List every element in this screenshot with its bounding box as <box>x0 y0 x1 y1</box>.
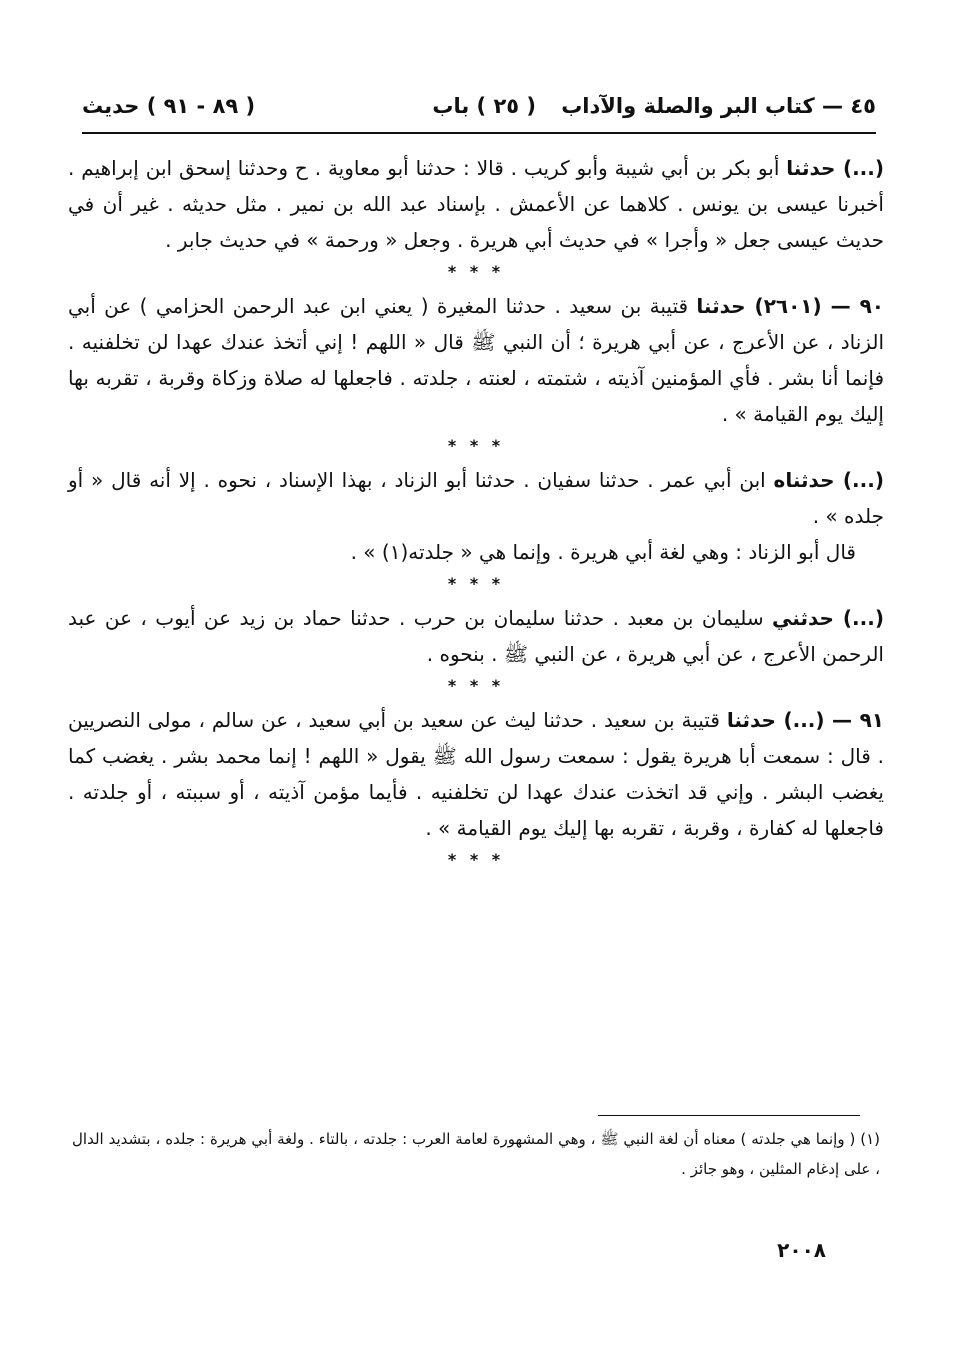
main-text <box>68 150 884 876</box>
narration-lead: ٩٠ — (٢٦٠١) حدثنا <box>696 294 884 318</box>
section-separator: * * * <box>447 436 505 455</box>
narration-text: ابن أبي عمر . حدثنا سفيان . حدثنا أبو الزناد ، بهذا الإسناد ، نحوه . إلا أنه قال « أو جلده » . <box>68 468 884 528</box>
narration-text: قتيبة بن سعيد . حدثنا المغيرة ( يعني ابن عبد الرحمن الحزامي ) عن أبي الزناد ، عن الأعرج ، عن أبي هريرة ؛ أن النبي ﷺ قال « اللهم ! إني أتخذ عندك عهدا لن تخلفنيه . فإنما أنا بشر . فأي المؤمنين آذيته ، شتمته ، لعنته ، جلدته . فاجعلها له صلاة وزكاة وقربة ، تقربه بها إليك يوم القيامة » . <box>68 294 884 426</box>
book-title: ٤٥ — كتاب البر والصلة والآداب <box>561 94 876 118</box>
hadith-paragraph <box>68 150 884 258</box>
narration-lead: (...) حدثني <box>772 606 884 630</box>
narration-lead: (...) حدثناه <box>773 468 884 492</box>
section-separator: * * * <box>447 574 505 593</box>
narration-lead: ٩١ — (...) حدثنا <box>726 708 884 732</box>
hadith-paragraph <box>68 462 884 534</box>
section-separator: * * * <box>447 850 505 869</box>
hadith-paragraph <box>68 534 884 570</box>
footnote: (١) ( وإنما هي جلدته ) معناه أن لغة النبي ﷺ ، وهي المشهورة لعامة العرب : جلدته ، بالتاء . ولغة أبي هريرة : جلده ، بتشديد الدال ، على إدغام المثلين ، وهو جائز . <box>72 1130 880 1178</box>
section-separator: * * * <box>447 262 505 281</box>
narration-text: قتيبة بن سعيد . حدثنا ليث عن سعيد بن أبي سعيد ، عن سالم ، مولى النصريين . قال : سمعت أبا هريرة يقول : سمعت رسول الله ﷺ يقول « اللهم ! إنما محمد بشر . يغضب كما يغضب البشر . وإني قد اتخذت عندك عهدا لن تخلفنيه . فأيما مؤمن آذيته ، أو سببته ، أو جلدته . فاجعلها له كفارة ، وقربة ، تقربه بها إليك يوم القيامة » . <box>68 708 884 840</box>
narration-text: أبو بكر بن أبي شيبة وأبو كريب . قالا : حدثنا أبو معاوية . ح وحدثنا إسحق ابن إبراهيم . أخبرنا عيسى بن يونس . كلاهما عن الأعمش . بإسناد عبد الله بن نمير . مثل حديثه . غير أن في حديث عيسى جعل « وأجرا » في حديث أبي هريرة . وجعل « ورحمة » في حديث جابر . <box>68 156 884 252</box>
chapter-label: ( ٢٥ ) باب <box>432 94 536 118</box>
running-header <box>82 88 876 134</box>
footnote-divider <box>598 1115 860 1116</box>
hadith-paragraph <box>68 600 884 672</box>
narration-text: سليمان بن معبد . حدثنا سليمان بن حرب . حدثنا حماد بن زيد عن أيوب ، عن عبد الرحمن الأعرج ، عن أبي هريرة ، عن النبي ﷺ . بنحوه . <box>68 606 884 666</box>
hadith-paragraph <box>68 702 884 846</box>
section-separator: * * * <box>447 676 505 695</box>
narration-text: قال أبو الزناد : وهي لغة أبي هريرة . وإنما هي « جلدته(١) » . <box>350 540 856 564</box>
narration-lead: (...) حدثنا <box>786 156 885 180</box>
hadith-paragraph <box>68 288 884 432</box>
page-number: ٢٠٠٨ <box>777 1238 826 1262</box>
hadith-range: ( ٨٩ - ٩١ ) حديث <box>82 94 256 118</box>
